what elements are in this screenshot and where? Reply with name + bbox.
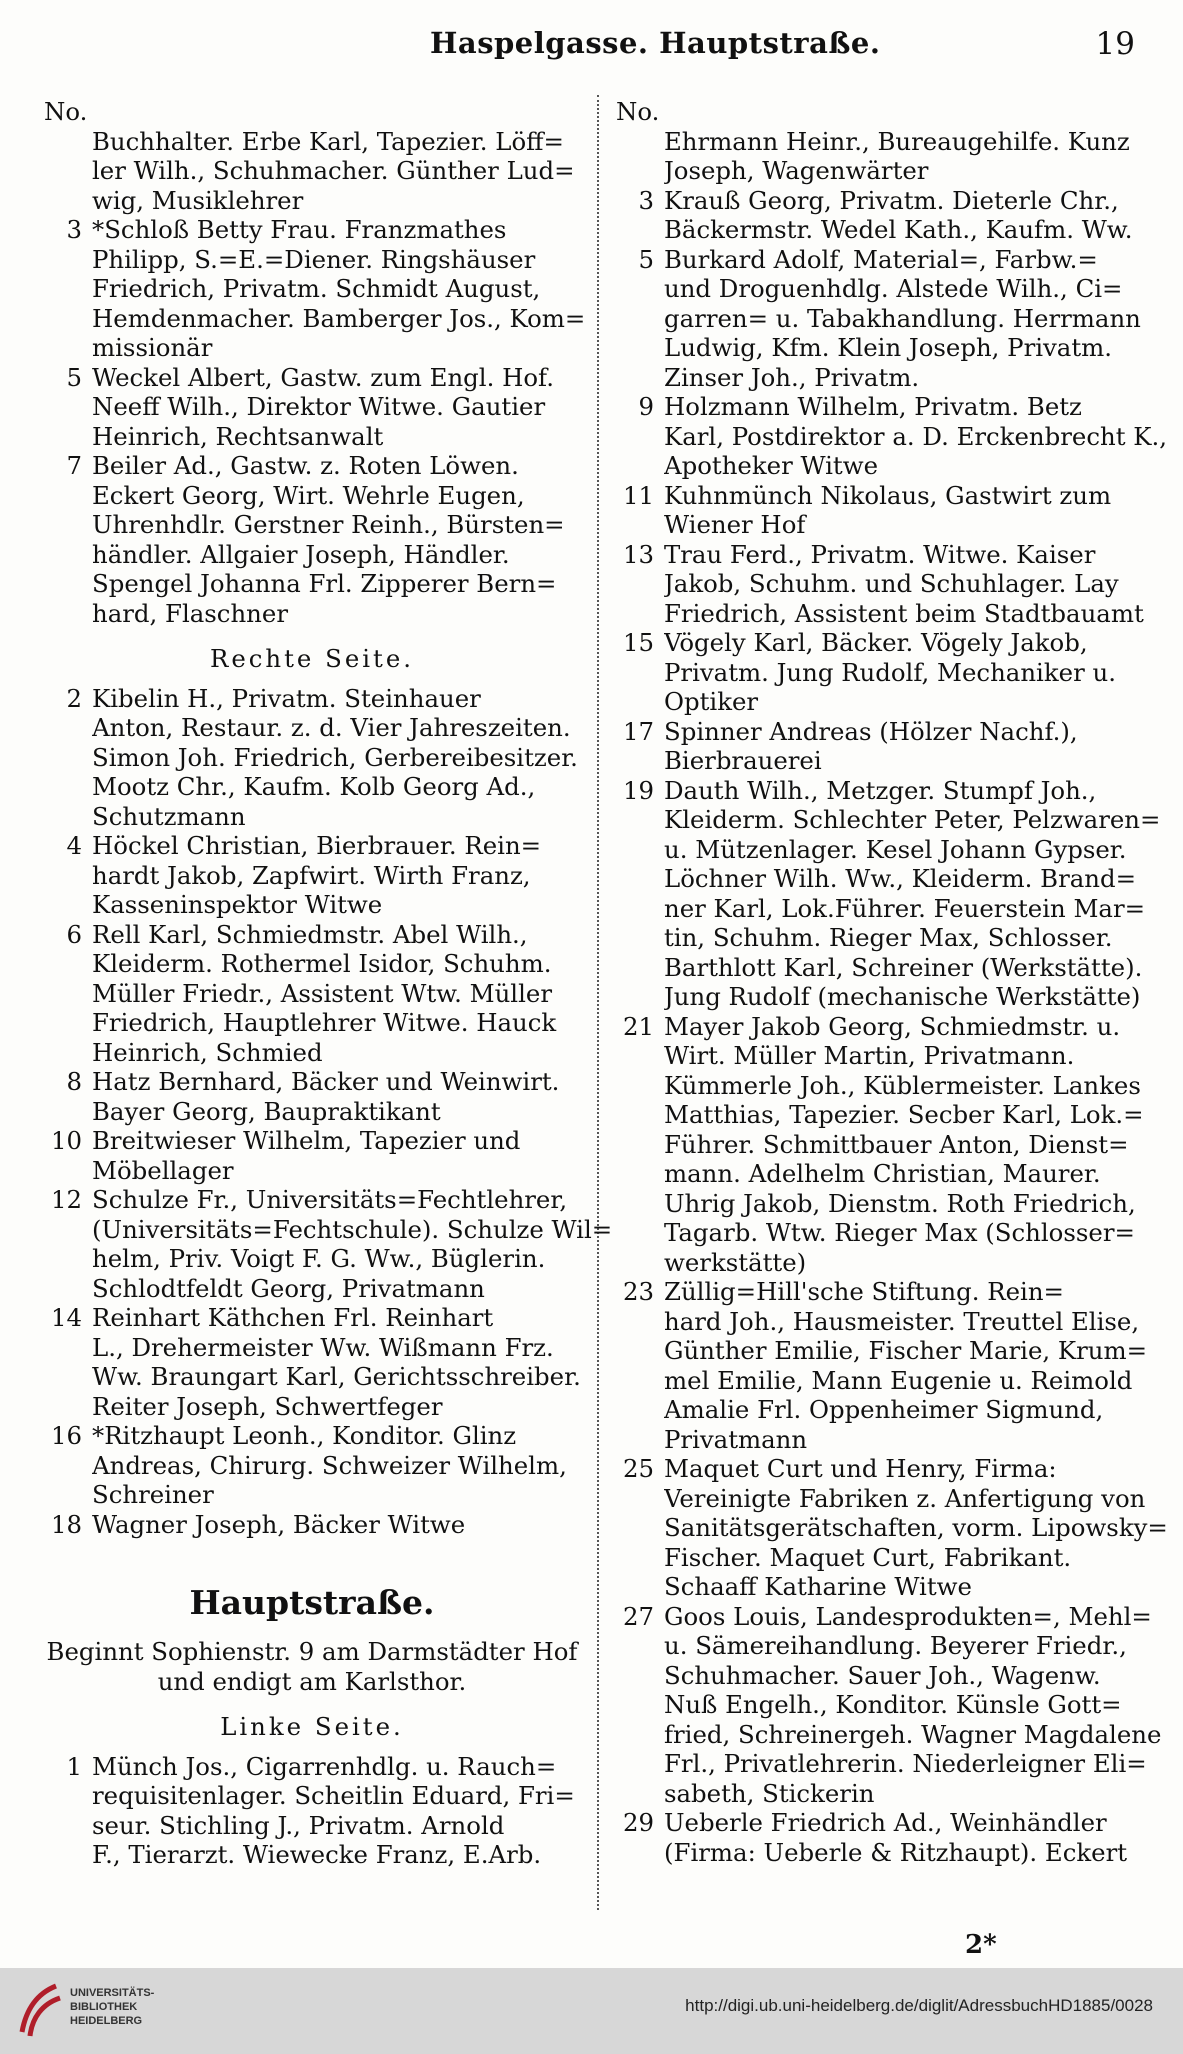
- entry-text: [664, 127, 1135, 186]
- entry-text: [92, 920, 586, 1068]
- entry-line: Möbellager: [92, 1155, 234, 1185]
- entry-line: Philipp, S.=E.=Diener. Ringshäuser: [92, 244, 536, 274]
- directory-entry: [610, 186, 1135, 245]
- house-number: 15: [622, 628, 654, 657]
- directory-entry: [610, 775, 1161, 1012]
- entry-line: Friedrich, Hauptlehrer Witwe. Hauck: [92, 1008, 557, 1037]
- entry-line: Friedrich, Assistent beim Stadtbauamt: [664, 598, 1144, 628]
- entry-line: Jakob, Schuhm. und Schuhlager. Lay: [664, 569, 1119, 598]
- house-number: 16: [50, 1421, 82, 1450]
- house-number: 27: [622, 1601, 654, 1631]
- house-number: 5: [66, 362, 82, 392]
- entry-line: Schaaff Katharine Witwe: [664, 1572, 972, 1601]
- entry-line: wig, Musiklehrer: [92, 185, 304, 215]
- house-number: 3: [66, 215, 82, 244]
- entry-text: [92, 1185, 612, 1303]
- street-heading: Hauptstraße.: [189, 1583, 435, 1622]
- entry-line: sabeth, Stickerin: [664, 1778, 875, 1808]
- directory-entry: [38, 1185, 613, 1303]
- house-number: 2: [66, 683, 82, 713]
- directory-entry: [38, 215, 586, 363]
- entry-line: Mootz Chr., Kaufm. Kolb Georg Ad.,: [92, 772, 536, 801]
- entry-line: und Droguenhdlg. Alstede Wilh., Ci=: [664, 274, 1123, 303]
- house-number: 6: [66, 919, 82, 949]
- number-label: No.: [44, 97, 88, 126]
- directory-entry: [38, 127, 586, 216]
- directory-entry: [38, 1421, 586, 1510]
- entry-line: Barthlott Karl, Schreiner (Werkstätte).: [664, 952, 1143, 982]
- left-column: [38, 97, 613, 1870]
- house-number: 4: [66, 831, 82, 860]
- entry-text: [664, 776, 1160, 1012]
- house-number: 7: [66, 451, 82, 480]
- directory-entry: [610, 1011, 1144, 1278]
- entry-text: [92, 127, 586, 216]
- house-number: 9: [638, 392, 654, 421]
- library-name-line: HEIDELBERG: [70, 2015, 143, 2027]
- entry-line: Schulze Fr., Universitäts=Fechtlehrer,: [92, 1185, 568, 1214]
- entry-line: Hemdenmacher. Bamberger Jos., Kom=: [92, 303, 586, 333]
- entry-line: Andreas, Chirurg. Schweizer Wilhelm,: [92, 1450, 567, 1480]
- entry-text: [664, 1277, 1147, 1454]
- entry-line: Krauß Georg, Privatm. Dieterle Chr.,: [664, 185, 1119, 215]
- entry-line: Frl., Privatlehrerin. Niederleigner Eli=: [664, 1749, 1147, 1778]
- entry-text: [92, 363, 586, 452]
- entry-line: Schlodtfeldt Georg, Privatmann: [92, 1273, 485, 1303]
- directory-entry: [38, 684, 586, 832]
- entry-line: hard Joh., Hausmeister. Treuttel Elise,: [664, 1306, 1140, 1336]
- house-number: 18: [50, 1509, 82, 1539]
- entry-text: [664, 717, 1135, 776]
- entry-text: [92, 1067, 586, 1126]
- entry-text: [664, 186, 1135, 245]
- directory-entry: [610, 628, 1135, 717]
- house-number: 17: [622, 716, 654, 746]
- directory-entry: [610, 127, 1135, 186]
- entry-line: Zinser Joh., Privatm.: [664, 362, 920, 392]
- entry-line: Kümmerle Joh., Küblermeister. Lankes: [664, 1070, 1141, 1100]
- directory-entry: [38, 920, 586, 1068]
- entry-line: hard, Flaschner: [92, 598, 288, 628]
- entry-line: Joseph, Wagenwärter: [664, 156, 929, 185]
- house-number: 1: [66, 1751, 82, 1781]
- section-heading-linke-seite: Linke Seite.: [220, 1712, 404, 1741]
- entry-line: Eckert Georg, Wirt. Wehrle Eugen,: [92, 480, 525, 510]
- entry-text: [92, 451, 586, 628]
- entry-line: Optiker: [664, 687, 759, 716]
- directory-entry: [610, 481, 1135, 540]
- entry-line: Müller Friedr., Assistent Wtw. Müller: [92, 978, 553, 1008]
- entry-text: [664, 1454, 1168, 1602]
- house-number: 13: [622, 539, 654, 569]
- house-number: 12: [50, 1185, 82, 1214]
- entry-group: [38, 1752, 586, 1870]
- entry-line: garren= u. Tabakhandlung. Herrmann: [664, 303, 1141, 333]
- directory-entry: [610, 392, 1167, 481]
- entry-text: [664, 540, 1144, 629]
- page-header: [0, 22, 1183, 62]
- entry-line: Ueberle Friedrich Ad., Weinhändler: [664, 1808, 1107, 1837]
- entry-line: Wirt. Müller Martin, Privatmann.: [664, 1041, 1075, 1070]
- entry-line: Führer. Schmittbauer Anton, Dienst=: [664, 1129, 1129, 1159]
- entry-line: Buchhalter. Erbe Karl, Tapezier. Löff=: [92, 126, 564, 156]
- house-number: 10: [50, 1126, 82, 1155]
- house-number: 23: [622, 1277, 654, 1306]
- directory-entry: [610, 244, 1141, 393]
- entry-line: u. Mützenlager. Kesel Johann Gypser.: [664, 834, 1127, 864]
- entry-line: Bierbrauerei: [664, 746, 822, 775]
- footer-bar: [0, 1968, 1183, 2054]
- directory-entry: [38, 363, 586, 452]
- entry-group: [38, 683, 613, 1540]
- entry-line: Ludwig, Kfm. Klein Joseph, Privatm.: [664, 333, 1113, 362]
- entry-line: Vögely Karl, Bäcker. Vögely Jakob,: [664, 628, 1088, 657]
- section-heading-rechte-seite: Rechte Seite.: [209, 644, 415, 673]
- entry-text: [664, 481, 1135, 540]
- entry-line: L., Drehermeister Ww. Wißmann Frz.: [92, 1332, 554, 1362]
- entry-line: Kleiderm. Schlechter Peter, Pelzwaren=: [664, 805, 1161, 834]
- entry-line: (Firma: Ueberle & Ritzhaupt). Eckert: [664, 1837, 1128, 1867]
- entry-line: Apotheker Witwe: [664, 451, 879, 480]
- entry-text: [664, 628, 1135, 717]
- house-number: 29: [622, 1808, 654, 1837]
- entry-line: mel Emilie, Mann Eugenie u. Reimold: [664, 1365, 1133, 1395]
- running-header-title: Haspelgasse. Hauptstraße.: [430, 26, 881, 60]
- entry-line: helm, Priv. Voigt F. G. Ww., Büglerin.: [92, 1244, 546, 1273]
- entry-line: Ww. Braungart Karl, Gerichtsschreiber.: [92, 1362, 581, 1391]
- entry-line: werkstätte): [664, 1247, 807, 1277]
- entry-line: requisitenlager. Scheitlin Eduard, Fri=: [92, 1781, 575, 1810]
- entry-line: Münch Jos., Cigarrenhdlg. u. Rauch=: [92, 1751, 557, 1781]
- entry-line: Goos Louis, Landesprodukten=, Mehl=: [664, 1601, 1152, 1631]
- entry-text: [664, 1012, 1144, 1278]
- entry-text: [92, 1126, 586, 1185]
- house-number: [38, 127, 92, 216]
- library-name: [70, 1986, 154, 2028]
- entry-text: [664, 392, 1167, 481]
- entry-line: Hatz Bernhard, Bäcker und Weinwirt.: [92, 1067, 560, 1096]
- entry-line: Reinhart Käthchen Frl. Reinhart: [92, 1303, 494, 1332]
- entry-line: Ehrmann Heinr., Bureaugehilfe. Kunz: [664, 126, 1130, 156]
- house-number: 3: [638, 185, 654, 215]
- house-number: 11: [622, 480, 654, 510]
- entry-line: Schuhmacher. Sauer Joh., Wagenw.: [664, 1660, 1101, 1690]
- entry-line: missionär: [92, 333, 213, 362]
- entry-line: Friedrich, Privatm. Schmidt August,: [92, 274, 541, 303]
- right-column: [610, 97, 1168, 1867]
- entry-line: Schutzmann: [92, 801, 246, 831]
- directory-entry: [38, 1303, 586, 1421]
- entry-line: Heinrich, Schmied: [92, 1037, 323, 1067]
- house-number: 19: [622, 775, 654, 805]
- entry-line: händler. Allgaier Joseph, Händler.: [92, 539, 510, 569]
- entry-line: Reiter Joseph, Schwertfeger: [92, 1391, 443, 1421]
- entry-text: [92, 1510, 586, 1540]
- entry-line: Breitwieser Wilhelm, Tapezier und: [92, 1126, 521, 1155]
- entry-text: [664, 1808, 1135, 1867]
- house-number: 14: [50, 1303, 82, 1332]
- house-number: 5: [638, 244, 654, 274]
- entry-line: Löchner Wilh. Ww., Kleiderm. Brand=: [664, 864, 1137, 893]
- entry-line: Anton, Restaur. z. d. Vier Jahreszeiten.: [92, 713, 571, 742]
- entry-line: Höckel Christian, Bierbrauer. Rein=: [92, 831, 542, 860]
- entry-line: Heinrich, Rechtsanwalt: [92, 421, 384, 451]
- entry-line: Züllig=Hill'sche Stiftung. Rein=: [664, 1277, 1064, 1306]
- entry-line: Schreiner: [92, 1480, 214, 1509]
- column-divider: [597, 95, 599, 1910]
- entry-line: Wagner Joseph, Bäcker Witwe: [92, 1509, 466, 1539]
- entry-line: Karl, Postdirektor a. D. Erckenbrecht K.,: [664, 421, 1167, 451]
- entry-line: ner Karl, Lok.Führer. Feuerstein Mar=: [664, 893, 1146, 923]
- entry-line: Rell Karl, Schmiedmstr. Abel Wilh.,: [92, 919, 528, 949]
- entry-line: Neeff Wilh., Direktor Witwe. Gautier: [92, 392, 546, 421]
- entry-line: Maquet Curt und Henry, Firma:: [664, 1454, 1057, 1483]
- entry-line: Spengel Johanna Frl. Zipperer Bern=: [92, 569, 557, 598]
- entry-text: [664, 245, 1141, 393]
- directory-entry: [610, 1601, 1162, 1809]
- entry-line: Beiler Ad., Gastw. z. Roten Löwen.: [92, 451, 519, 480]
- library-name-line: BIBLIOTHEK: [70, 2001, 138, 2013]
- entry-line: Bayer Georg, Baupraktikant: [92, 1096, 441, 1126]
- house-number: 8: [66, 1067, 82, 1096]
- entry-line: Kuhnmünch Nikolaus, Gastwirt zum: [664, 480, 1112, 510]
- entry-line: *Ritzhaupt Leonh., Konditor. Glinz: [92, 1421, 517, 1450]
- entry-line: Sanitätsgerätschaften, vorm. Lipowsky=: [664, 1513, 1168, 1542]
- entry-line: Mayer Jakob Georg, Schmiedmstr. u.: [664, 1011, 1121, 1041]
- directory-entry: [610, 717, 1135, 776]
- entry-line: Uhrig Jakob, Dienstm. Roth Friedrich,: [664, 1188, 1136, 1218]
- entry-line: Uhrenhdlr. Gerstner Reinh., Bürsten=: [92, 510, 565, 539]
- directory-entry: [610, 1808, 1135, 1867]
- entry-text: [92, 1421, 586, 1510]
- entry-text: [92, 831, 586, 920]
- directory-entry: [610, 539, 1144, 629]
- number-label: No.: [616, 97, 660, 126]
- entry-line: u. Sämereihandlung. Beyerer Friedr.,: [664, 1631, 1127, 1660]
- entry-line: Privatm. Jung Rudolf, Mechaniker u.: [664, 657, 1116, 687]
- signature-mark: 2*: [965, 1930, 997, 1960]
- directory-entry: [38, 1067, 586, 1126]
- entry-line: fried, Schreinergeh. Wagner Magdalene: [664, 1719, 1162, 1749]
- entry-line: Amalie Frl. Oppenheimer Sigmund,: [664, 1395, 1104, 1424]
- entry-line: Günther Emilie, Fischer Marie, Krum=: [664, 1336, 1148, 1365]
- entry-line: Holzmann Wilhelm, Privatm. Betz: [664, 392, 1082, 421]
- entry-line: hardt Jakob, Zapfwirt. Wirth Franz,: [92, 860, 531, 890]
- entry-line: Kibelin H., Privatm. Steinhauer: [92, 683, 481, 713]
- source-url-link[interactable]: http://digi.ub.uni-heidelberg.de/diglit/AdressbuchHD1885/0028: [685, 1996, 1153, 2015]
- directory-entry: [38, 451, 586, 628]
- entry-line: Spinner Andreas (Hölzer Nachf.),: [664, 716, 1078, 746]
- street-intro: [38, 1637, 586, 1696]
- library-seal-icon: [16, 1980, 64, 2040]
- entry-text: [92, 1752, 586, 1870]
- entry-text: [92, 684, 586, 832]
- entry-line: Weckel Albert, Gastw. zum Engl. Hof.: [92, 362, 554, 392]
- directory-entry: [610, 1454, 1168, 1602]
- house-number: 25: [622, 1454, 654, 1483]
- entry-line: seur. Stichling J., Privatm. Arnold: [92, 1810, 505, 1840]
- entry-line: Burkard Adolf, Material=, Farbw.=: [664, 244, 1098, 274]
- library-name-line: UNIVERSITÄTS-: [70, 1987, 155, 1999]
- entry-line: Bäckermstr. Wedel Kath., Kaufm. Ww.: [664, 215, 1133, 244]
- house-number: [610, 127, 664, 186]
- directory-entry: [610, 1277, 1148, 1454]
- entry-line: ler Wilh., Schuhmacher. Günther Lud=: [92, 156, 575, 185]
- directory-entry: [38, 831, 586, 920]
- entry-line: mann. Adelhelm Christian, Maurer.: [664, 1159, 1101, 1188]
- entry-line: Wiener Hof: [664, 510, 806, 539]
- entry-group: [38, 127, 586, 629]
- entry-line: Jung Rudolf (mechanische Werkstätte): [664, 982, 1141, 1011]
- house-number: 21: [622, 1011, 654, 1041]
- directory-entry: [38, 1510, 586, 1540]
- entry-text: [92, 215, 586, 363]
- entry-line: (Universitäts=Fechtschule). Schulze Wil=: [92, 1214, 613, 1244]
- entry-line: F., Tierarzt. Wiewecke Franz, E.Arb.: [92, 1840, 542, 1869]
- entry-line: *Schloß Betty Frau. Franzmathes: [92, 215, 507, 244]
- entry-line: Nuß Engelh., Konditor. Künsle Gott=: [664, 1690, 1122, 1719]
- entry-line: Tagarb. Wtw. Rieger Max (Schlosser=: [664, 1218, 1135, 1247]
- entry-line: Kleiderm. Rothermel Isidor, Schuhm.: [92, 949, 552, 978]
- entry-line: Dauth Wilh., Metzger. Stumpf Joh.,: [664, 775, 1097, 805]
- entry-line: Privatmann: [664, 1424, 808, 1454]
- entry-line: Matthias, Tapezier. Secber Karl, Lok.=: [664, 1100, 1144, 1129]
- entry-line: Fischer. Maquet Curt, Fabrikant.: [664, 1542, 1072, 1572]
- directory-entry: [38, 1752, 586, 1870]
- street-intro-line: Beginnt Sophienstr. 9 am Darmstädter Hof: [46, 1637, 578, 1666]
- entry-text: [664, 1602, 1161, 1809]
- directory-entry: [38, 1126, 586, 1185]
- page-number: 19: [1095, 26, 1135, 62]
- entry-line: Vereinigte Fabriken z. Anfertigung von: [664, 1483, 1146, 1513]
- entry-line: Kasseninspektor Witwe: [92, 890, 383, 919]
- entry-line: tin, Schuhm. Rieger Max, Schlosser.: [664, 923, 1113, 952]
- entry-text: [92, 1303, 586, 1421]
- entry-line: Trau Ferd., Privatm. Witwe. Kaiser: [664, 539, 1096, 569]
- street-intro-line: und endigt am Karlsthor.: [157, 1666, 467, 1696]
- entry-line: Simon Joh. Friedrich, Gerbereibesitzer.: [92, 742, 578, 772]
- entry-group: [610, 126, 1168, 1868]
